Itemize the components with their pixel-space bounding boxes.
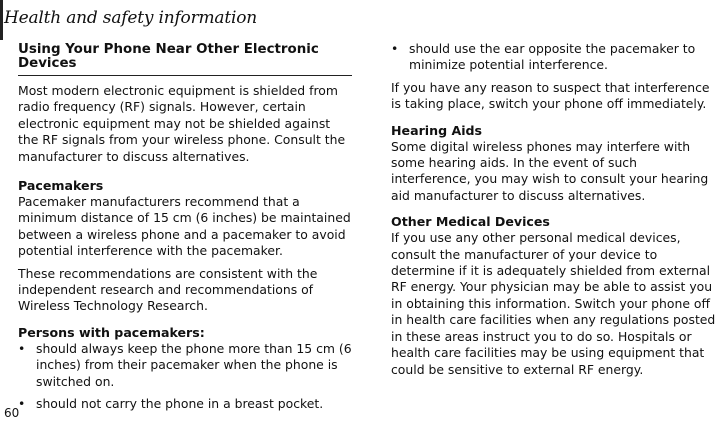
other-medical-devices-paragraph: If you use any other personal medical devices, consult the manufacturer of your device to determine if it is adequately shielded from external RF energy. Your physician may be able to assist you in obtaining this information. Switch your phone off in health care facilities when any regulations posted in these areas instruct you to do so. Hospitals or health care facilities may be using equipment that could be sensitive to external RF energy. xyxy=(391,230,716,377)
pacemaker-bullet-list xyxy=(18,341,352,413)
other-medical-devices-heading: Other Medical Devices xyxy=(391,214,550,230)
right-column xyxy=(391,41,717,378)
page-header-title: Health and safety information xyxy=(4,8,258,28)
list-item: • should use the ear opposite the pacemaker to minimize potential interference. xyxy=(391,41,717,74)
page-number: 60 xyxy=(4,406,20,420)
persons-with-pacemakers-heading: Persons with pacemakers: xyxy=(18,324,205,340)
interference-paragraph: If you have any reason to suspect that interference is taking place, switch your phone off immediately. xyxy=(391,79,710,112)
list-item: • should not carry the phone in a breast pocket. xyxy=(18,396,352,412)
section-title: Using Your Phone Near Other Electronic Devices xyxy=(18,42,319,71)
hearing-aids-heading: Hearing Aids xyxy=(391,122,483,138)
pacemakers-paragraph-1: Pacemaker manufacturers recommend that a minimum distance of 15 cm (6 inches) be maintained between a wireless phone and a pacemaker to avoid potential interference with the pacemaker. xyxy=(18,194,351,259)
list-item: • should always keep the phone more than 15 cm (6 inches) from their pacemaker when the phone is switched on. xyxy=(18,341,352,390)
pacemakers-heading: Pacemakers xyxy=(18,178,104,194)
left-column xyxy=(18,43,352,413)
pacemakers-paragraph-2: These recommendations are consistent with the independent research and recommendations of Wireless Technology Research. xyxy=(18,265,318,314)
header-accent-bar xyxy=(0,0,3,40)
section-divider xyxy=(18,75,352,76)
intro-paragraph: Most modern electronic equipment is shielded from radio frequency (RF) signals. However, certain electronic equipment may not be shielded against the RF signals from your wireless phone. Consult the manufacturer to discuss alternatives. xyxy=(18,83,346,164)
pacemaker-bullet-list-continued xyxy=(391,41,717,74)
hearing-aids-paragraph: Some digital wireless phones may interfere with some hearing aids. In the event of such interference, you may wish to consult your hearing aid manufacturer to discuss alternatives. xyxy=(391,138,709,203)
